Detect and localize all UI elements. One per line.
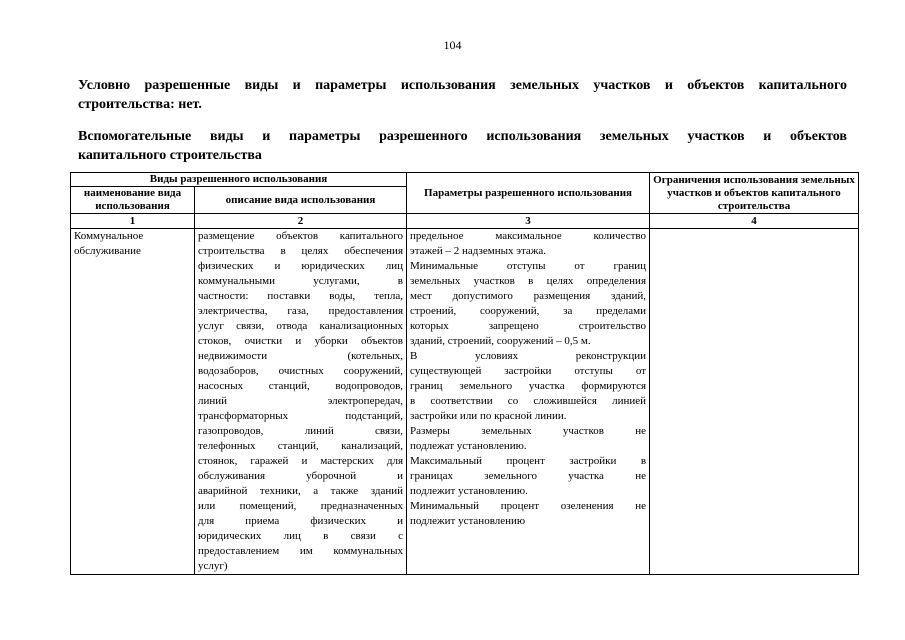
- col4-header: Ограничения использования земельных участков и объектов капитального строительства: [650, 173, 859, 214]
- text-line: обслуживания уборочной и: [198, 470, 404, 482]
- text-line: услуг связи, отвода канализационных: [198, 320, 404, 332]
- text-line: зданий, строений, сооружений – 0,5 м.: [410, 335, 591, 347]
- heading-conditional-uses: [78, 76, 847, 114]
- page-number: 104: [443, 38, 462, 52]
- text-line: линий электропередач,: [198, 395, 404, 407]
- text-line: строений, сооружений, за пределами: [410, 305, 647, 317]
- text-line: застройки или по красной линии.: [410, 410, 567, 422]
- text-line: водозаборов, очистных сооружений,: [198, 365, 404, 377]
- parameters: [410, 229, 646, 529]
- heading-line: Условно разрешенные виды и параметры использования земельных участков и объектов капитального: [78, 78, 847, 93]
- heading-line: Вспомогательные виды и параметры разрешенного использования земельных участков и объектов: [78, 129, 847, 144]
- uses-table: [70, 172, 859, 575]
- restrictions-cell: [650, 229, 859, 575]
- text-line: подлежит установлению.: [410, 485, 528, 497]
- use-description: [198, 229, 403, 574]
- text-line: этажей – 2 надземных этажа.: [410, 245, 547, 257]
- group-header: Виды разрешенного использования: [71, 173, 407, 187]
- text-line: газопроводов, линий связи,: [198, 425, 404, 437]
- col-number: 1: [71, 214, 195, 229]
- text-line: частности: поставки воды, тепла,: [198, 290, 404, 302]
- col1-header: наименование вида использования: [71, 187, 195, 214]
- text-line: трансформаторных подстанций,: [198, 410, 404, 422]
- text-line: услуг): [198, 560, 228, 572]
- text-line: электричества, газа, предоставления: [198, 305, 404, 317]
- col-number: 2: [195, 214, 407, 229]
- text-line: мест допустимого размещения зданий,: [410, 290, 647, 302]
- text-line: земельных участков в целях определения: [410, 275, 647, 287]
- text-line: стоянок, гаражей и мастерских для: [198, 455, 404, 467]
- col-number: 4: [650, 214, 859, 229]
- parameters-cell: [407, 229, 650, 575]
- text-line: телефонных станций, канализаций,: [198, 440, 404, 452]
- text-line: размещение объектов капитального: [198, 230, 404, 242]
- text-line: Минимальные отступы от границ: [410, 260, 647, 272]
- col-number: 3: [407, 214, 650, 229]
- text-line: коммунальными услугами, в: [198, 275, 404, 287]
- text-line: подлежат установлению.: [410, 440, 527, 452]
- heading-line: строительства: нет.: [78, 97, 202, 112]
- heading-auxiliary-uses: [78, 127, 847, 165]
- heading-line: капитального строительства: [78, 148, 262, 163]
- use-description-cell: [195, 229, 407, 575]
- text-line: в соответствии со сложившейся линией: [410, 395, 647, 407]
- text-line: предельное максимальное количество: [410, 230, 647, 242]
- col3-header: Параметры разрешенного использования: [407, 173, 650, 214]
- text-line: аварийной техники, а также зданий: [198, 485, 404, 497]
- text-line: которых запрещено строительство: [410, 320, 647, 332]
- text-line: Размеры земельных участков не: [410, 425, 647, 437]
- col2-header: описание вида использования: [195, 187, 407, 214]
- text-line: стоков, очистки и уборки объектов: [198, 335, 404, 347]
- text-line: строительства в целях обеспечения: [198, 245, 404, 257]
- text-line: В условиях реконструкции: [410, 350, 647, 362]
- text-line: существующей застройки отступы от: [410, 365, 647, 377]
- use-name-cell: Коммунальное обслуживание: [71, 229, 195, 575]
- text-line: Максимальный процент застройки в: [410, 455, 647, 467]
- text-line: юридических лиц в связи с: [198, 530, 404, 542]
- text-line: недвижимости (котельных,: [198, 350, 404, 362]
- text-line: границах земельного участка не: [410, 470, 647, 482]
- text-line: насосных станций, водопроводов,: [198, 380, 404, 392]
- text-line: Минимальный процент озеленения не: [410, 500, 647, 512]
- text-line: или помещений, предназначенных: [198, 500, 404, 512]
- text-line: границ земельного участка формируются: [410, 380, 647, 392]
- text-line: физических и юридических лиц: [198, 260, 404, 272]
- text-line: предоставлением им коммунальных: [198, 545, 404, 557]
- text-line: для приема физических и: [198, 515, 404, 527]
- text-line: подлежит установлению: [410, 515, 526, 527]
